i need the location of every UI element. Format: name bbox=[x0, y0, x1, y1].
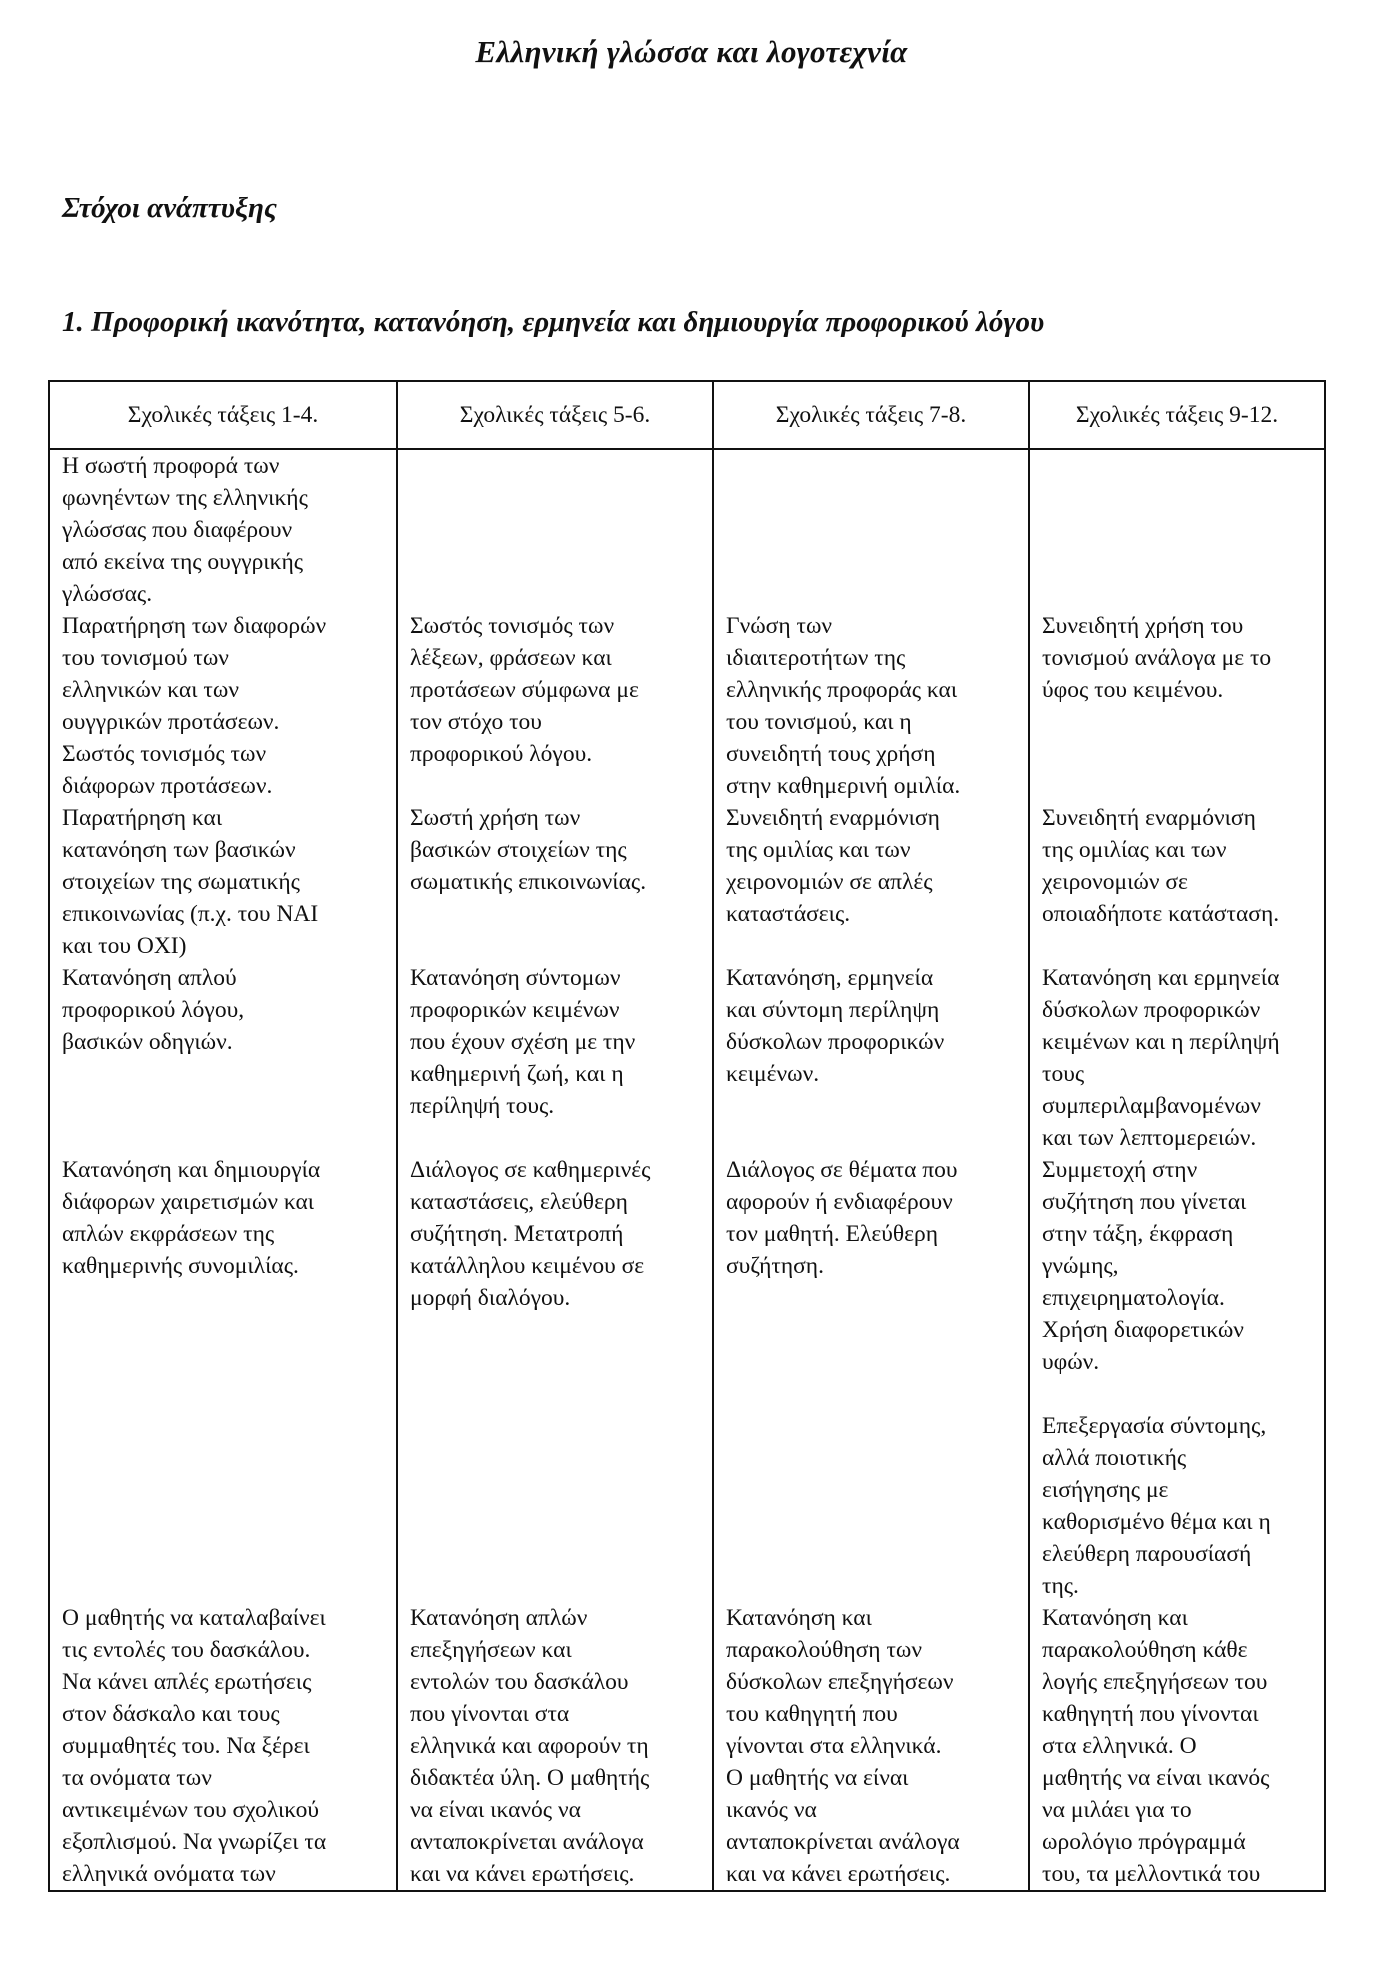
table-row bbox=[49, 449, 1325, 610]
table-cell bbox=[49, 449, 397, 610]
cell-text: Κατανόηση και δημιουργία διάφορων χαιρετισμών και απλών εκφράσεων της καθημερινής συνομιλίας. bbox=[62, 1157, 321, 1279]
cell-text: Σωστός τονισμός των λέξεων, φράσεων και προτάσεων σύμφωνα με τον στόχο του προφορικού λόγου. bbox=[410, 613, 639, 767]
cell-text: Διάλογος σε καθημερινές καταστάσεις, ελεύθερη συζήτηση. Μετατροπή κατάλληλου κειμένου σε μορφή διαλόγου. bbox=[410, 1157, 651, 1311]
table-header-row bbox=[49, 381, 1325, 449]
table-row bbox=[49, 1602, 1325, 1891]
table-cell bbox=[397, 610, 713, 802]
table-cell bbox=[713, 1602, 1029, 1891]
cell-text: Παρατήρηση των διαφορών του τονισμού των ελληνικών και των ουγγρικών προτάσεων. Σωστός τονισμός των διάφορων προτάσεων. bbox=[62, 613, 327, 799]
table-cell bbox=[49, 962, 397, 1154]
table-cell bbox=[49, 1602, 397, 1891]
cell-text: Κατανόηση, ερμηνεία και σύντομη περίληψη δύσκολων προφορικών κειμένων. bbox=[726, 965, 945, 1087]
table-row bbox=[49, 1154, 1325, 1602]
cell-text: Κατανόηση σύντομων προφορικών κειμένων που έχουν σχέση με την καθημερινή ζωή, και η περίληψή τους. bbox=[410, 965, 636, 1119]
table-cell bbox=[1029, 610, 1325, 802]
table-row bbox=[49, 962, 1325, 1154]
cell-text: Η σωστή προφορά των φωνηέντων της ελληνικής γλώσσας που διαφέρουν από εκείνα της ουγγρικής γλώσσας. bbox=[62, 453, 308, 607]
table-cell bbox=[397, 1602, 713, 1891]
cell-text: Γνώση των ιδιαιτεροτήτων της ελληνικής προφοράς και του τονισμού, και η συνειδητή τους χρήση στην καθημερινή ομιλία. bbox=[726, 613, 961, 799]
cell-text: Σωστή χρήση των βασικών στοιχείων της σωματικής επικοινωνίας. bbox=[410, 805, 647, 895]
header-grades-7-8: Σχολικές τάξεις 7-8. bbox=[713, 381, 1029, 449]
table-cell bbox=[397, 1154, 713, 1602]
cell-text: Συμμετοχή στην συζήτηση που γίνεται στην τάξη, έκφραση γνώμης, επιχειρηματολογία. Χρήση διαφορετικών υφών. Επεξεργασία σύντομης, αλλά ποιοτικής εισήγησης με καθορισμένο θέμα και η ελεύθερη παρουσίασή της. bbox=[1042, 1157, 1271, 1599]
table-cell bbox=[1029, 1154, 1325, 1602]
subsection-title: 1. Προφορική ικανότητα, κατανόηση, ερμηνεία και δημιουργία προφορικού λόγου bbox=[62, 306, 1045, 338]
table-cell bbox=[1029, 1602, 1325, 1891]
section-title: Στόχοι ανάπτυξης bbox=[62, 192, 277, 224]
document-title: Ελληνική γλώσσα και λογοτεχνία bbox=[475, 34, 908, 69]
header-grades-1-4: Σχολικές τάξεις 1-4. bbox=[49, 381, 397, 449]
table-cell bbox=[1029, 962, 1325, 1154]
table-cell bbox=[713, 449, 1029, 610]
cell-text: Συνειδητή εναρμόνιση της ομιλίας και των χειρονομιών σε απλές καταστάσεις. bbox=[726, 805, 940, 927]
cell-text: Κατανόηση και παρακολούθηση κάθε λογής επεξηγήσεων του καθηγητή που γίνονται στα ελληνικά. Ο μαθητής να είναι ικανός να μιλάει για το ωρολόγιο πρόγραμμά του, τα μελλοντικά του bbox=[1042, 1605, 1270, 1887]
table-cell bbox=[713, 802, 1029, 962]
table-cell bbox=[397, 802, 713, 962]
header-grades-5-6: Σχολικές τάξεις 5-6. bbox=[397, 381, 713, 449]
table-cell bbox=[397, 449, 713, 610]
table-cell bbox=[49, 802, 397, 962]
table-cell bbox=[1029, 802, 1325, 962]
cell-text: Κατανόηση και ερμηνεία δύσκολων προφορικών κειμένων και η περίληψή τους συμπεριλαμβανομένων και των λεπτομερειών. bbox=[1042, 965, 1280, 1151]
cell-text: Κατανόηση απλών επεξηγήσεων και εντολών του δασκάλου που γίνονται στα ελληνικά και αφορούν τη διδακτέα ύλη. Ο μαθητής να είναι ικανός να ανταποκρίνεται ανάλογα και να κάνει ερωτήσεις. bbox=[410, 1605, 650, 1887]
table-cell bbox=[397, 962, 713, 1154]
table-cell bbox=[49, 610, 397, 802]
table-row bbox=[49, 802, 1325, 962]
cell-text: Ο μαθητής να καταλαβαίνει τις εντολές του δασκάλου. Να κάνει απλές ερωτήσεις στον δάσκαλο και τους συμμαθητές του. Να ξέρει τα ονόματα των αντικειμένων του σχολικού εξοπλισμού. Να γνωρίζει τα ελληνικά ονόματα των bbox=[62, 1605, 327, 1887]
table-cell bbox=[713, 610, 1029, 802]
table-row bbox=[49, 610, 1325, 802]
cell-text: Παρατήρηση και κατανόηση των βασικών στοιχείων της σωματικής επικοινωνίας (π.χ. του ΝΑΙ και του ΟΧΙ) bbox=[62, 805, 319, 959]
cell-text: Συνειδητή εναρμόνιση της ομιλίας και των χειρονομιών σε οποιαδήποτε κατάσταση. bbox=[1042, 805, 1280, 927]
table-cell bbox=[1029, 449, 1325, 610]
cell-text: Κατανόηση απλού προφορικού λόγου, βασικών οδηγιών. bbox=[62, 965, 245, 1055]
cell-text: Διάλογος σε θέματα που αφορούν ή ενδιαφέρουν τον μαθητή. Ελεύθερη συζήτηση. bbox=[726, 1157, 958, 1279]
table-cell bbox=[713, 1154, 1029, 1602]
table-cell bbox=[713, 962, 1029, 1154]
development-goals-table bbox=[48, 380, 1326, 1892]
table-cell bbox=[49, 1154, 397, 1602]
cell-text: Συνειδητή χρήση του τονισμού ανάλογα με το ύφος του κειμένου. bbox=[1042, 613, 1272, 703]
header-grades-9-12: Σχολικές τάξεις 9-12. bbox=[1029, 381, 1325, 449]
cell-text: Κατανόηση και παρακολούθηση των δύσκολων επεξηγήσεων του καθηγητή που γίνονται στα ελληνικά. Ο μαθητής να είναι ικανός να ανταποκρίνεται ανάλογα και να κάνει ερωτήσεις. bbox=[726, 1605, 960, 1887]
